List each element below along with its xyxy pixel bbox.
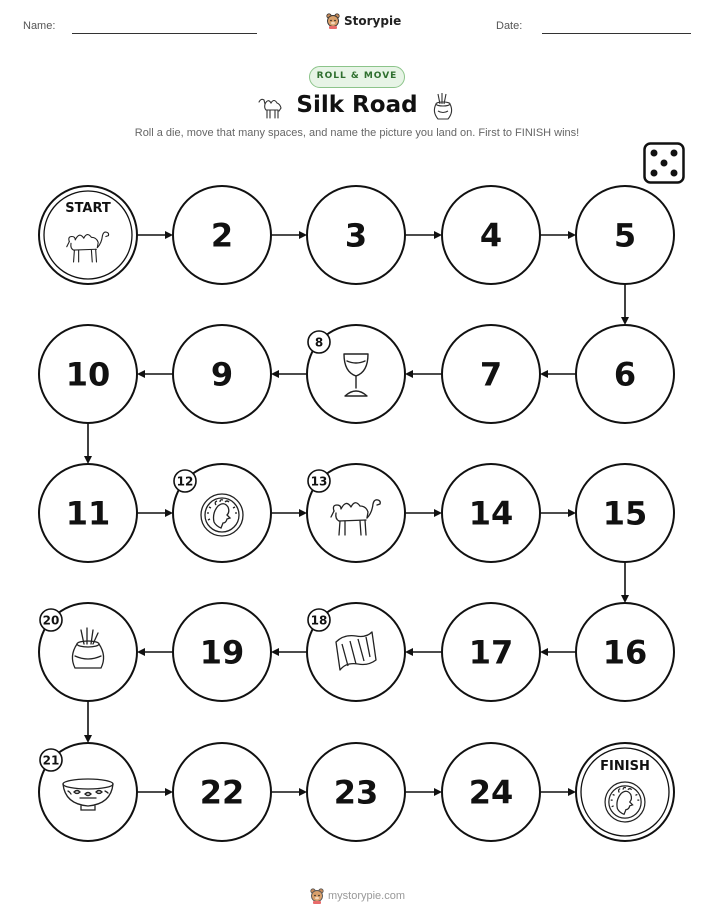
- board-space-24[interactable]: [442, 743, 540, 841]
- board-spaces: [39, 186, 674, 841]
- space-number: 15: [602, 494, 648, 533]
- board-space-12[interactable]: [173, 464, 271, 562]
- space-number: 5: [613, 216, 637, 255]
- space-number: 24: [468, 773, 514, 812]
- space-number: 12: [176, 474, 194, 489]
- space-number: 2: [210, 216, 234, 255]
- space-number: 8: [314, 335, 324, 350]
- space-number: 21: [42, 753, 60, 768]
- finish-space[interactable]: [576, 743, 674, 841]
- board-space-22[interactable]: [173, 743, 271, 841]
- board-space-15[interactable]: [576, 464, 674, 562]
- space-number: 19: [199, 633, 245, 672]
- board-space-2[interactable]: [173, 186, 271, 284]
- board-space-13[interactable]: [307, 464, 405, 562]
- board-space-20[interactable]: [39, 603, 137, 701]
- board-space-14[interactable]: [442, 464, 540, 562]
- space-number: 10: [65, 355, 111, 394]
- space-number: 16: [602, 633, 648, 672]
- space-number: 22: [199, 773, 245, 812]
- board-space-21[interactable]: [39, 743, 137, 841]
- board-space-16[interactable]: [576, 603, 674, 701]
- space-number: 14: [468, 494, 514, 533]
- space-number: 11: [65, 494, 111, 533]
- footer: [310, 888, 405, 904]
- board-space-8[interactable]: [307, 325, 405, 423]
- activity-badge: ROLL & MOVE: [309, 66, 405, 88]
- space-number: 3: [344, 216, 368, 255]
- board-space-10[interactable]: [39, 325, 137, 423]
- board-space-7[interactable]: [442, 325, 540, 423]
- board-space-4[interactable]: [442, 186, 540, 284]
- space-number: 9: [210, 355, 234, 394]
- board-space-19[interactable]: [173, 603, 271, 701]
- space-number: 18: [310, 613, 328, 628]
- bear-icon: [310, 888, 324, 904]
- board-space-23[interactable]: [307, 743, 405, 841]
- board-space-9[interactable]: [173, 325, 271, 423]
- footer-url[interactable]: mystorypie.com: [328, 890, 406, 902]
- space-number: 4: [479, 216, 503, 255]
- page-title: Silk Road: [296, 92, 418, 118]
- space-number: 17: [468, 633, 514, 672]
- board-space-3[interactable]: [307, 186, 405, 284]
- space-number: 20: [42, 613, 60, 628]
- date-label: Date:: [496, 20, 523, 32]
- start-space[interactable]: [39, 186, 137, 284]
- space-number: 6: [613, 355, 637, 394]
- brand-name: Storypie: [344, 14, 402, 28]
- board-space-5[interactable]: [576, 186, 674, 284]
- space-number: 7: [479, 355, 503, 394]
- board-space-17[interactable]: [442, 603, 540, 701]
- board-space-6[interactable]: [576, 325, 674, 423]
- board-space-11[interactable]: [39, 464, 137, 562]
- start-label: START: [65, 201, 111, 216]
- board-space-18[interactable]: [307, 603, 405, 701]
- finish-label: FINISH: [600, 759, 650, 774]
- space-number: 13: [310, 474, 328, 489]
- name-label: Name:: [23, 20, 56, 32]
- space-number: 23: [333, 773, 379, 812]
- instructions: Roll a die, move that many spaces, and name the picture you land on. First to FINISH wins!: [134, 127, 580, 139]
